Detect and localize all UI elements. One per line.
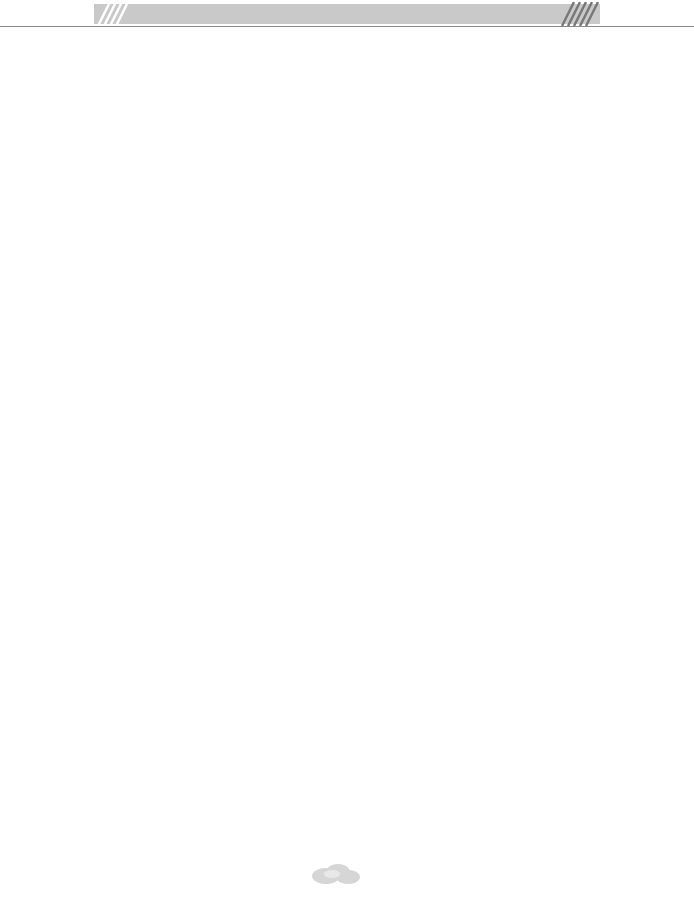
header-rule — [0, 26, 694, 27]
header-title — [0, 4, 694, 24]
page-header — [0, 0, 694, 28]
cloud-logo-icon — [304, 862, 368, 888]
